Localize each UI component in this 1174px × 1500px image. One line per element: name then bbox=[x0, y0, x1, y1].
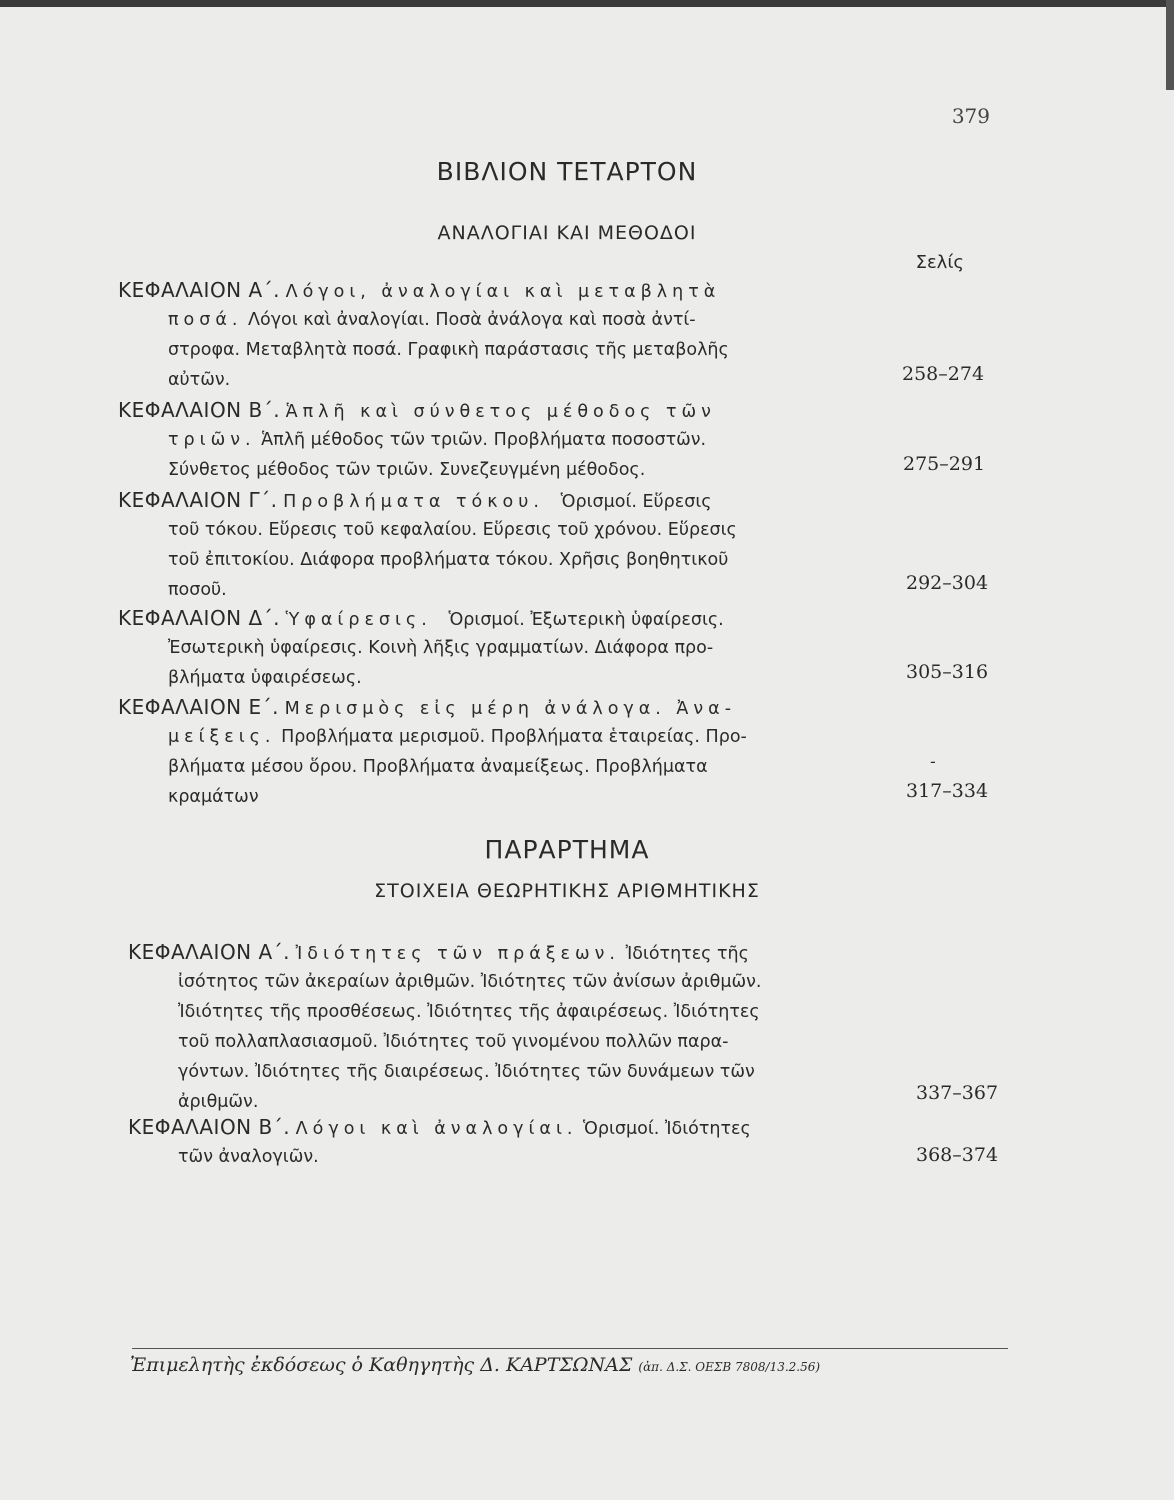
page-range: 275–291 bbox=[903, 453, 986, 475]
toc-entry-book-chapter-e bbox=[118, 692, 747, 812]
scan-top-border bbox=[0, 0, 1174, 7]
chapter-text: ἀριθμῶν. bbox=[178, 1092, 259, 1112]
editor-credit: Ἐπιμελητὴς ἐκδόσεως ὁ Καθηγητὴς Δ. ΚΑΡΤΣΩΝΑΣ bbox=[130, 1354, 633, 1376]
chapter-label: ΚΕΦΑΛΑΙΟΝ Α΄. bbox=[118, 278, 281, 302]
chapter-text: Ὁρισμοί. Εὕρεσις bbox=[560, 492, 712, 512]
appendix-subtitle: ΣΤΟΙΧΕΙΑ ΘΕΩΡΗΤΙΚΗΣ ΑΡΙΘΜΗΤΙΚΗΣ bbox=[374, 880, 760, 902]
book-title: ΒΙΒΛΙΟΝ ΤΕΤΑΡΤΟΝ bbox=[436, 157, 698, 186]
chapter-text: βλήματα μέσου ὅρου. Προβλήματα ἀναμείξεως. Προβλήματα bbox=[168, 757, 708, 777]
approval-reference: (ἀπ. Δ.Σ. ΟΕΣΒ 7808/13.2.56) bbox=[638, 1360, 821, 1374]
chapter-heading: Λόγοι καὶ ἀναλογίαι. bbox=[295, 1119, 578, 1139]
chapter-text: αὐτῶν. bbox=[168, 370, 231, 390]
chapter-text: Ἰδιότητες τῆς προσθέσεως. Ἰδιότητες τῆς ἀφαιρέσεως. Ἰδιότητες bbox=[178, 1002, 760, 1022]
chapter-text: τοῦ τόκου. Εὕρεσις τοῦ κεφαλαίου. Εὕρεσις τοῦ χρόνου. Εὕρεσις bbox=[168, 520, 737, 540]
page-range: 258–274 bbox=[902, 363, 985, 385]
chapter-label: ΚΕΦΑΛΑΙΟΝ Δ΄. bbox=[118, 606, 281, 630]
toc-entry-book-chapter-c bbox=[118, 485, 737, 605]
toc-entry-appendix-chapter-a bbox=[128, 937, 761, 1117]
pages-column-label: Σελίς bbox=[915, 252, 964, 273]
chapter-heading: Λόγοι, ἀναλογίαι καὶ μεταβλητὰ bbox=[285, 282, 721, 302]
chapter-text: ἰσότητος τῶν ἀκεραίων ἀριθμῶν. Ἰδιότητες τῶν ἀνίσων ἀριθμῶν. bbox=[178, 972, 762, 992]
chapter-text: Σύνθετος μέθοδος τῶν τριῶν. Συνεζευγμένη μέθοδος. bbox=[168, 460, 646, 480]
chapter-heading: Ἁπλῆ καὶ σύνθετος μέθοδος τῶν bbox=[285, 402, 716, 422]
book-subtitle: ΑΝΑΛΟΓΙΑΙ ΚΑΙ ΜΕΘΟΔΟΙ bbox=[437, 222, 697, 244]
chapter-heading: Προβλήματα τόκου. bbox=[283, 492, 544, 512]
chapter-text: Λόγοι καὶ ἀναλογίαι. Ποσὰ ἀνάλογα καὶ ποσὰ ἀντί- bbox=[248, 310, 696, 330]
chapter-label: ΚΕΦΑΛΑΙΟΝ Β΄. bbox=[118, 398, 281, 422]
scan-right-edge bbox=[1166, 0, 1174, 90]
chapter-text: τῶν ἀναλογιῶν. bbox=[178, 1147, 319, 1167]
chapter-text: ποσοῦ. bbox=[168, 580, 227, 600]
chapter-label: ΚΕΦΑΛΑΙΟΝ Ε΄. bbox=[118, 695, 279, 719]
chapter-text: τοῦ ἐπιτοκίου. Διάφορα προβλήματα τόκου. Χρῆσις βοηθητικοῦ bbox=[168, 550, 729, 570]
page-range: 292–304 bbox=[906, 572, 989, 594]
page-range: 305–316 bbox=[906, 661, 989, 683]
toc-entry-book-chapter-a bbox=[118, 275, 729, 395]
chapter-label: ΚΕΦΑΛΑΙΟΝ Α΄. bbox=[128, 940, 291, 964]
chapter-text: Ἁπλῆ μέθοδος τῶν τριῶν. Προβλήματα ποσοστῶν. bbox=[261, 430, 707, 450]
chapter-text: Ὁρισμοί. Ἐξωτερικὴ ὑφαίρεσις. bbox=[448, 610, 724, 630]
footer-rule bbox=[132, 1348, 1008, 1349]
chapter-label: ΚΕΦΑΛΑΙΟΝ Β΄. bbox=[128, 1115, 291, 1139]
chapter-text: κραμάτων bbox=[168, 787, 259, 807]
toc-entry-book-chapter-d bbox=[118, 603, 724, 693]
chapter-label: ΚΕΦΑΛΑΙΟΝ Γ΄. bbox=[118, 488, 278, 512]
chapter-heading: τριῶν. bbox=[168, 430, 256, 450]
chapter-heading: Μερισμὸς εἰς μέρη ἀνάλογα. Ἀνα- bbox=[284, 699, 737, 719]
chapter-text: Ἐσωτερικὴ ὑφαίρεσις. Κοινὴ λῆξις γραμματίων. Διάφορα προ- bbox=[168, 638, 714, 658]
page-range: 368–374 bbox=[916, 1144, 999, 1166]
toc-entry-appendix-chapter-b bbox=[128, 1112, 751, 1172]
chapter-text: Προβλήματα μερισμοῦ. Προβλήματα ἑταιρείας. Προ- bbox=[281, 727, 747, 747]
chapter-heading: Ὑφαίρεσις. bbox=[285, 610, 432, 630]
toc-entry-book-chapter-b bbox=[118, 395, 716, 485]
chapter-text: στροφα. Μεταβλητὰ ποσά. Γραφικὴ παράστασις τῆς μεταβολῆς bbox=[168, 340, 729, 360]
chapter-text: Ἰδιότητες τῆς bbox=[625, 944, 749, 964]
chapter-text: Ὁρισμοί. Ἰδιότητες bbox=[583, 1119, 751, 1139]
appendix-title: ΠΑΡΑΡΤΗΜΑ bbox=[484, 835, 650, 864]
chapter-heading: Ἰδιότητες τῶν πράξεων. bbox=[295, 944, 620, 964]
chapter-text: τοῦ πολλαπλασιασμοῦ. Ἰδιότητες τοῦ γινομένου πολλῶν παρα- bbox=[178, 1032, 729, 1052]
chapter-text: γόντων. Ἰδιότητες τῆς διαιρέσεως. Ἰδιότητες τῶν δυνάμεων τῶν bbox=[178, 1062, 755, 1082]
page-range: 317–334 bbox=[906, 780, 989, 802]
chapter-text: βλήματα ὑφαιρέσεως. bbox=[168, 668, 362, 688]
page-number: 379 bbox=[951, 104, 990, 128]
footer-credit bbox=[130, 1354, 1010, 1376]
dash-mark: - bbox=[930, 752, 936, 771]
page-range: 337–367 bbox=[916, 1082, 999, 1104]
chapter-heading: μείξεις. bbox=[168, 727, 276, 747]
chapter-heading: ποσά. bbox=[168, 310, 243, 330]
